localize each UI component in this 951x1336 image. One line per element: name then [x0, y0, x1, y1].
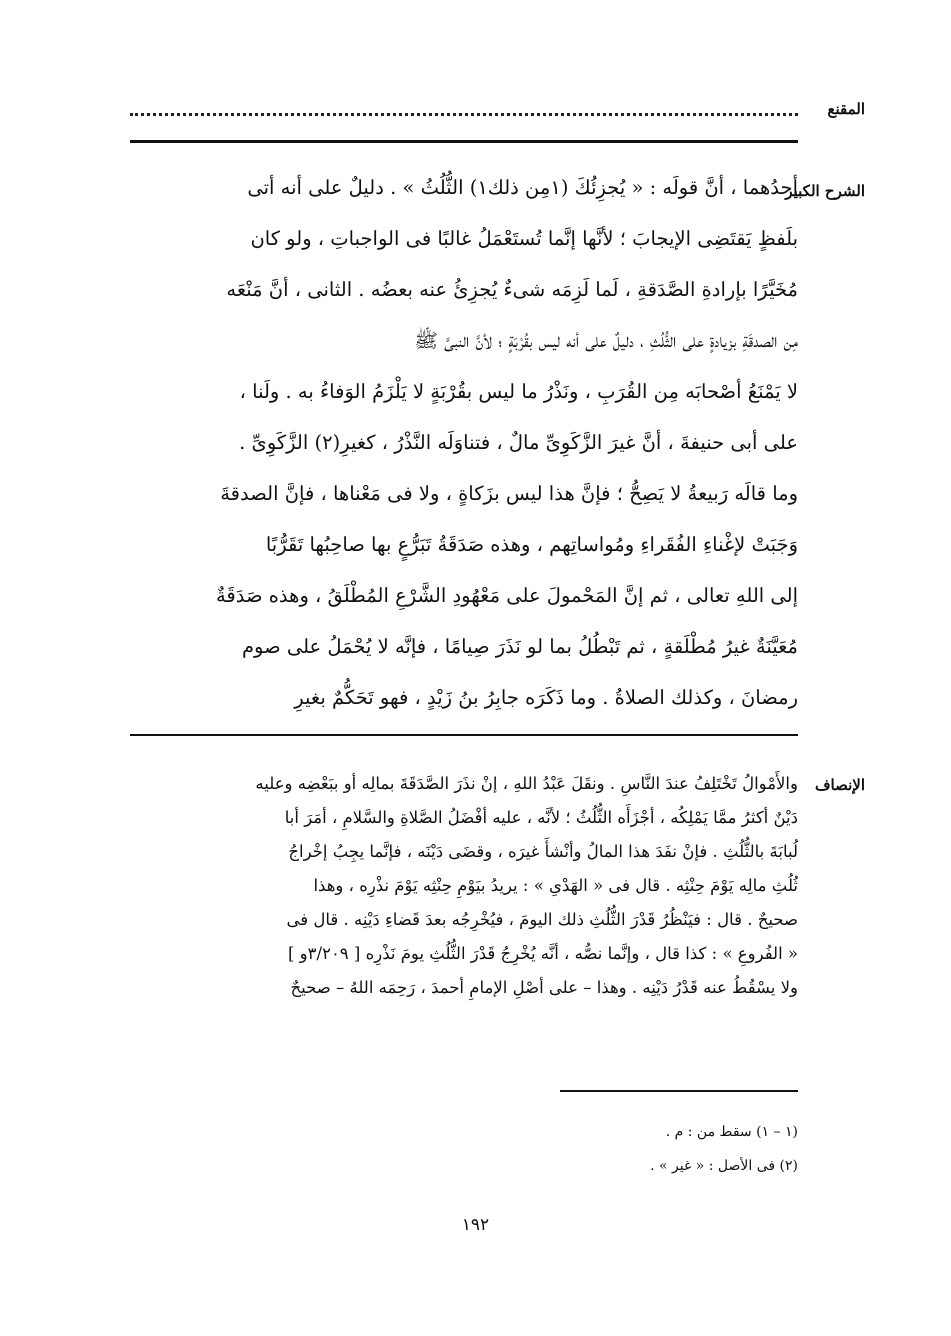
text-line: دَيْنٌ أكثرُ ممَّا يَمْلِكُه ، أجْزَأَه الثُّلُثُ ؛ لأنَّه ، عليه أفْضَلُ الصَّلاةِ والسَّلامِ ، أمَرَ أبا [284, 808, 798, 827]
book-title: المقنع [827, 100, 865, 118]
text-line: صحيحٌ . قال : فيَنْظُرُ قَدْرَ الثُّلُثِ ذلك اليومَ ، فيُخْرِجُه بعدَ قَضاءِ دَيْنِه . قال فى [286, 910, 798, 929]
section-label-insaf: الإنصاف [814, 776, 865, 794]
header-rule [130, 140, 798, 143]
text-line: لا يَمْنَعُ أصْحابَه مِن القُرَبِ ، ونَذْرُ ما ليس بقُرْبَةٍ لا يَلْزَمُ الوَفاءُ به . ولَنا ، [239, 380, 798, 403]
text-line: والأَمْوالُ تَخْتَلِفُ عندَ النَّاسِ . ونقَلَ عَبْدُ اللهِ ، إنْ نذَرَ الصَّدَقَةَ بمالِه أو ببَعْضِه وعليه [255, 774, 798, 793]
header-dotted-rule [130, 96, 798, 116]
text-line: بلَفظٍ يَقتَضِى الإيجابَ ؛ لأنَّها إنَّما تُستَعْمَلُ غالبًا فى الواجباتِ ، ولو كان [250, 227, 798, 250]
text-line: ولا يسْقُطُ عنه قَدْرُ دَيْنِه . وهذا – على أصْلِ الإمامِ أحمدَ ، رَحِمَه اللهُ – صحيحٌ [290, 978, 798, 997]
text-line: وما قالَه رَبيعةُ لا يَصِحُّ ؛ فإنَّ هذا ليس بزَكاةٍ ، ولا فى مَعْناها ، فإنَّ الصدقةَ [220, 482, 798, 505]
main-text-block [130, 162, 798, 723]
text-line: لُبابَةَ بالثُّلُثِ . فإنْ نفَدَ هذا المالُ وأنْشأَ غيرَه ، وقضَى دَيْنَه ، فإنَّما يجِبُ إخْراجُ [288, 842, 798, 861]
section-divider [130, 734, 798, 736]
text-line: ثُلُثِ مالِه يَوْمَ حِنْثِه . قال فى « الهَدْىِ » : يريدُ بيَوْمِ حِنْثِه يَوْمَ نذْرِه ، وهذا [313, 876, 798, 895]
section-label-sharh: الشرح الكبير [785, 182, 865, 200]
footnote-divider [560, 1090, 798, 1092]
footnote: (١ – ١) سقط من : م . [665, 1124, 798, 1140]
footnote: (٢) فى الأصل : « غير » . [650, 1158, 798, 1174]
text-line: مُعَيَّنَةٌ غيرُ مُطْلَقةٍ ، ثم تَبْطُلُ بما لو نَذَرَ صِيامًا ، فإنَّه لا يُحْمَلُ على صوم [241, 635, 798, 658]
text-line: على أبى حنيفةَ ، أنَّ غيرَ الزَّكَوِىِّ مالٌ ، فتناوَلَه النَّذْرُ ، كغيرِ(٢) الزَّكَوِىِّ . [239, 431, 798, 454]
text-line: أحدُهما ، أنَّ قولَه : « يُجزِئُكَ (١مِن ذلك١) الثُّلُثُ » . دليلٌ على أنه أتى [247, 176, 798, 199]
text-line: رمضانَ ، وكذلك الصلاةُ . وما ذَكَرَه جابِرُ بنُ زَيْدٍ ، فهو تَحَكُّمٌ بغيرِ [294, 686, 798, 709]
text-line: مُخَيَّرًا بإرادةِ الصَّدَقةِ ، لَما لَزِمَه شىءٌ يُجزِئُ عنه بعضُه . الثانى ، أنَّ مَنْعَه [226, 278, 798, 301]
text-line: مِن الصدقَةِ بزيادةٍ على الثُّلُثِ ، دليلٌ على أنه ليس بقُرْبَةٍ ؛ لأنَّ النبىَّ ﷺ [414, 329, 798, 352]
text-line: « الفُروعِ » : كذا قال ، وإنَّما نصُّه ، أنَّه يُخْرِجُ قَدْرَ الثُّلُثِ يومَ نَذْرِه [ ٣/٢٠٩و ] [288, 944, 798, 963]
insaf-text-block [130, 767, 798, 1005]
page-number: ١٩٢ [461, 1215, 490, 1235]
text-line: وَجَبَتْ لإغْناءِ الفُقَراءِ ومُواساتِهم ، وهذه صَدَقَةُ تَبَرُّعٍ بها صاحِبُها تَقَرُّبًا [265, 533, 798, 556]
text-line: إلى اللهِ تعالى ، ثم إنَّ المَحْمولَ على مَعْهُودِ الشَّرْعِ المُطْلَقُ ، وهذه صَدَقَةٌ [215, 584, 798, 607]
